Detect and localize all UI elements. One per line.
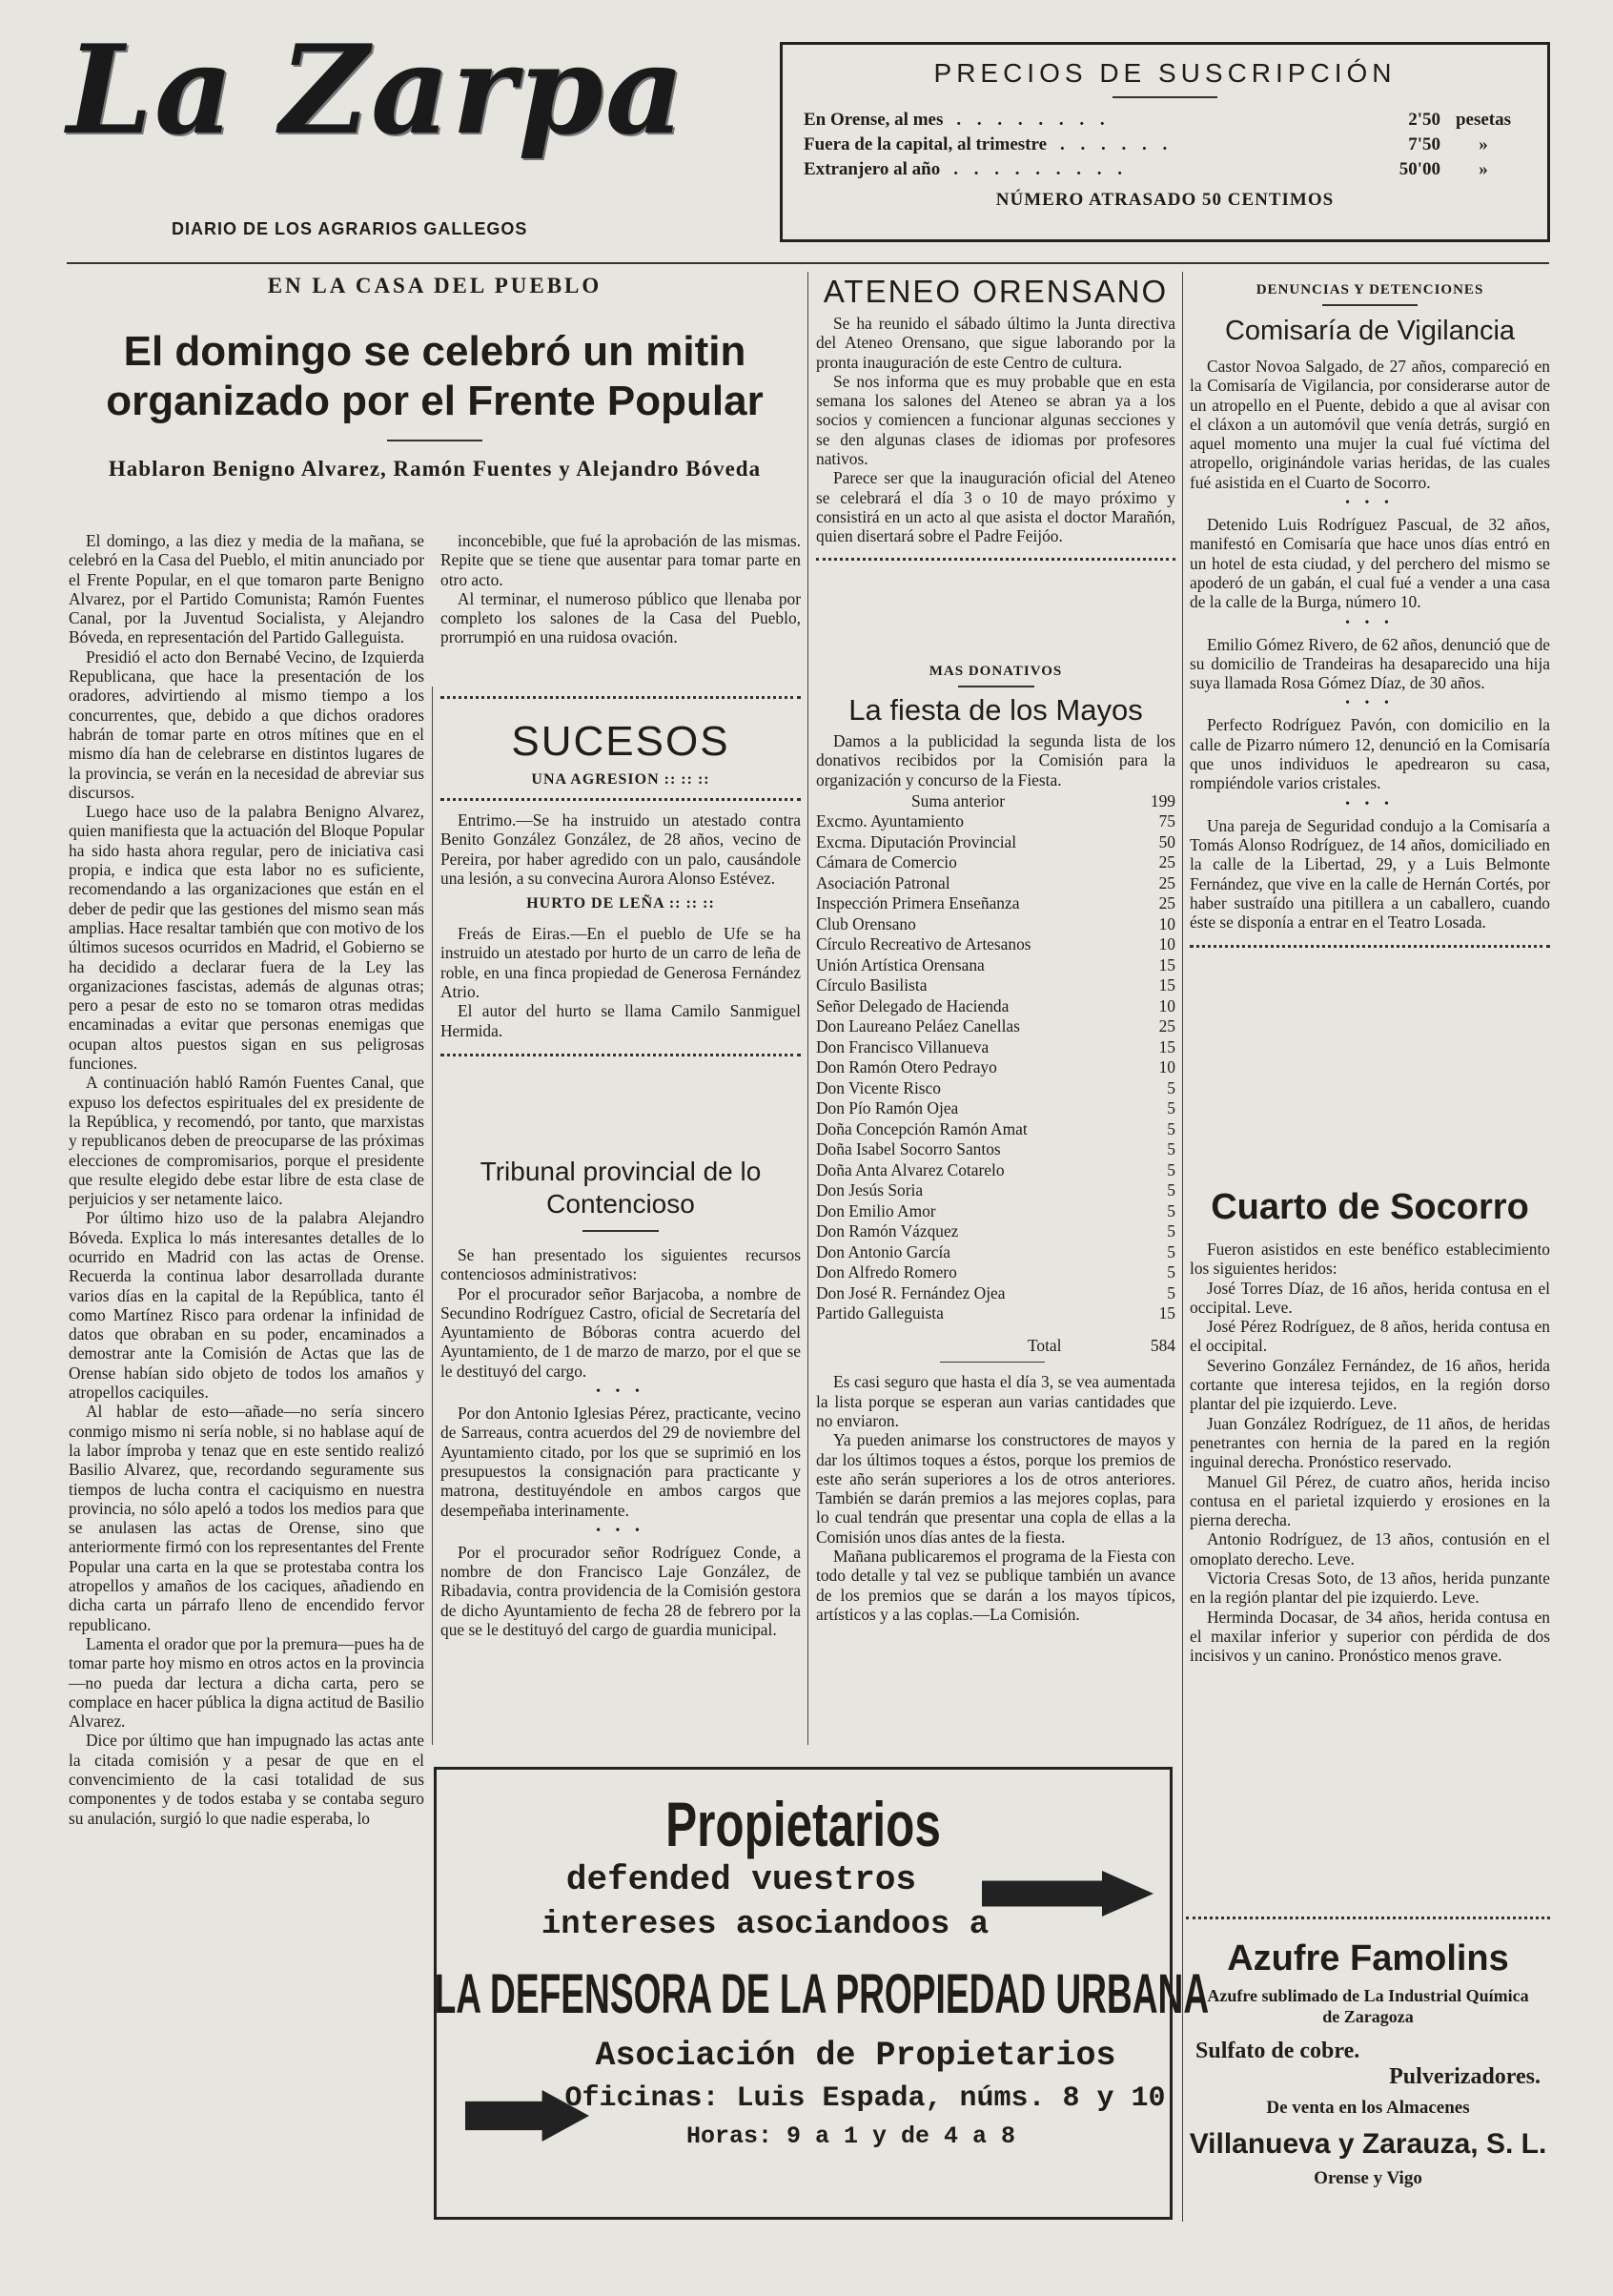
paragraph: Emilio Gómez Rivero, de 62 años, denunció que de su domicilio de Trandeiras ha desaparecido una hija suya llamada Rosa Gómez Díaz, de 30 años. xyxy=(1190,634,1550,693)
donor-amount: 5 xyxy=(1167,1077,1175,1097)
donor-name: Excmo. Ayuntamiento xyxy=(816,811,964,831)
donor-name: Don Francisco Villanueva xyxy=(816,1036,990,1056)
donor-amount: 25 xyxy=(1158,852,1175,872)
donor-row xyxy=(816,1037,1175,1058)
price-row xyxy=(804,157,1526,182)
azufre-line-3: Sulfato de cobre. xyxy=(1195,2039,1360,2063)
paragraph: El autor del hurto se llama Camilo Sanmiguel Hermida. xyxy=(440,1001,801,1040)
price-unit: » xyxy=(1479,159,1488,179)
price-value: 50'00 xyxy=(1399,159,1440,179)
donor-row xyxy=(816,1160,1175,1181)
paragraph: Severino González Fernández, de 16 años, herida cortante que interesa tejidos, en la región dorso plantar del pie izquierdo. Leve. xyxy=(1190,1355,1550,1414)
paragraph: Por don Antonio Iglesias Pérez, practicante, vecino de Sarreaus, contra acuerdos del 29 de noviembre del Ayuntamiento citado, por los que se suprimió en los presupuestos la consignación para practicante y matrona, destituyéndole en ambos cargos que desempeñaba interinamente. xyxy=(440,1404,801,1520)
donor-row xyxy=(816,873,1175,894)
paragraph: Por el procurador señor Rodríguez Conde, a nombre de don Francisco Laje González, de Ribadavia, contra providencia de la Comisión gestora de dicho Ayuntamiento de fecha 28 de febrero por la que se le destituyó del cargo de guardia municipal. xyxy=(440,1542,801,1640)
socorro-section xyxy=(1190,1187,1550,1666)
donor-row xyxy=(816,1262,1175,1283)
comisaria-kicker: DENUNCIAS Y DETENCIONES xyxy=(1256,282,1484,297)
donor-amount: 10 xyxy=(1158,934,1175,954)
donor-name: Círculo Recreativo de Artesanos xyxy=(816,934,1031,954)
donor-row xyxy=(816,975,1175,996)
price-row xyxy=(804,133,1526,157)
price-dots: . . . . . . . . xyxy=(956,110,1111,130)
paragraph: Castor Novoa Salgado, de 27 años, compareció en la Comisaría de Vigilancia, por considerarse autor de un atropello en el Puente, debido a que al avisar con el cláxon a un automóvil que venía detrás, surgió en aquel momento una mujer la cual fué víctima del atropello, originándole varias heridas, de las cuales fué asistida en el Cuarto de Socorro. xyxy=(1190,357,1550,492)
donor-amount: 5 xyxy=(1167,1180,1175,1200)
price-row xyxy=(804,108,1526,133)
donor-name: Don Pío Ramón Ojea xyxy=(816,1098,959,1118)
price-unit: » xyxy=(1479,134,1488,154)
donor-name: Círculo Basilista xyxy=(816,975,928,995)
paragraph: Luego hace uso de la palabra Benigno Alvarez, quien manifiesta que la actuación del Bloque Popular ha sido hasta ahora regular, pero de iniciativa casi propia, e indica que esta labor no es suficiente, recomendando a las organizaciones que están en el deber de pedir que las gestiones del mismo sean más amplias. Hace resaltar también que con motivo de los últimos sucesos ocurridos en Madrid, el Gobierno se ha decidido a declarar fuera de la Ley las organizaciones fascistas, además de algunas otras; pero a pesar de esto no se tomaron otras medidas encaminadas a evitar que personas enemigas que ocupan altos puestos sigan en sus peligrosas funciones. xyxy=(69,802,424,1074)
suma-row: Suma anterior 199 xyxy=(911,790,1175,810)
donor-row xyxy=(816,1119,1175,1140)
donor-row xyxy=(816,1098,1175,1119)
donor-amount: 15 xyxy=(1158,954,1175,974)
socorro-heading: Cuarto de Socorro xyxy=(1211,1187,1529,1227)
donor-row xyxy=(816,955,1175,976)
donor-name: Doña Isabel Socorro Santos xyxy=(816,1139,1001,1159)
paragraph: José Torres Díaz, de 16 años, herida contusa en el occipital. Leve. xyxy=(1190,1278,1550,1317)
ad-line-4: LA DEFENSORA DE LA PROPIEDAD URBANA xyxy=(434,1963,1210,2025)
donor-name: Don Emilio Amor xyxy=(816,1200,936,1220)
donor-amount: 5 xyxy=(1167,1139,1175,1159)
donor-name: Don Vicente Risco xyxy=(816,1077,941,1097)
price-value: 7'50 xyxy=(1408,134,1440,154)
price-label: Fuera de la capital, al trimestre xyxy=(804,134,1048,154)
donor-name: Doña Concepción Ramón Amat xyxy=(816,1118,1028,1138)
paragraph: Se han presentado los siguientes recursos contenciosos administrativos: xyxy=(440,1245,801,1284)
agresion-text: Entrimo.—Se ha instruido un atestado contra Benito González González, de 28 años, vecino de Pereira, por haber agredido con un palo, causándole una lesión, a su convecina Aurora Alonso Estévez. xyxy=(440,810,801,888)
separator: • • • xyxy=(1345,496,1395,511)
azufre-line-5: De venta en los Almacenes xyxy=(1266,2098,1470,2118)
paragraph: Juan González Rodríguez, de 11 años, de heridas penetrantes con hernia de la pared en la región inguinal derecha. Pronóstico reservado. xyxy=(1190,1413,1550,1472)
mayos-section xyxy=(816,658,1175,1624)
price-unit: pesetas xyxy=(1455,110,1512,130)
azufre-line-7: Orense y Vigo xyxy=(1314,2168,1422,2188)
donor-amount: 25 xyxy=(1158,872,1175,892)
donor-row xyxy=(816,1221,1175,1242)
donor-amount: 5 xyxy=(1167,1221,1175,1241)
donor-row xyxy=(816,1283,1175,1304)
article-headline: El domingo se celebró un mitin organizado por el Frente Popular xyxy=(106,328,764,424)
donor-amount: 5 xyxy=(1167,1098,1175,1118)
hurto-kicker: HURTO DE LEÑA :: :: :: xyxy=(526,895,715,912)
paragraph: Mañana publicaremos el programa de la Fiesta con todo detalle y tal vez se publique también un avance de los premios que se darán a los mayos típicos, artísticos y a las coplas.—La Comisión. xyxy=(816,1547,1175,1624)
donor-row xyxy=(816,832,1175,853)
tribunal-section xyxy=(440,1156,801,1639)
separator: • • • xyxy=(1345,796,1395,811)
separator: • • • xyxy=(596,1384,645,1400)
ad-line-5: Asociación de Propietarios xyxy=(595,2037,1116,2075)
price-label: Extranjero al año xyxy=(804,159,941,179)
ad-line-2: defended vuestros xyxy=(565,1860,917,1899)
comisaria-heading: Comisaría de Vigilancia xyxy=(1224,316,1516,346)
donor-name: Partido Galleguista xyxy=(816,1303,944,1323)
donor-name: Don Jesús Soria xyxy=(816,1180,924,1200)
ad-line-7: Horas: 9 a 1 y de 4 a 8 xyxy=(685,2122,1016,2150)
donor-row xyxy=(816,1016,1175,1037)
mayos-intro: Damos a la publicidad la segunda lista de los donativos recibidos por la Comisión para la organización y concurso de la Fiesta. xyxy=(816,731,1175,789)
separator: • • • xyxy=(1345,615,1395,630)
donor-amount: 25 xyxy=(1158,893,1175,913)
separator: • • • xyxy=(596,1523,645,1538)
paragraph: Ya pueden animarse los constructores de mayos y dar los últimos toques a éstos, porque los premios de este año serán superiores a los de otros anteriores. También se darán premios a las mejores coplas, para lo cual tendrán que presentar una copla de ellas a la Comisión unos días antes de la fiesta. xyxy=(816,1430,1175,1547)
donor-amount: 10 xyxy=(1158,995,1175,1015)
paragraph: Es casi seguro que hasta el día 3, se vea aumentada la lista porque se esperan aun varias cantidades que no enviaron. xyxy=(816,1372,1175,1430)
propietarios-ad xyxy=(434,1767,1210,2220)
donor-row xyxy=(816,1303,1175,1324)
price-value: 2'50 xyxy=(1408,110,1440,130)
back-issue-price: NÚMERO ATRASADO 50 CENTIMOS xyxy=(995,190,1335,210)
paragraph: Al terminar, el numeroso público que llenaba por completo los salones de la Casa del Pueblo, prorrumpió en una ruidosa ovación. xyxy=(440,588,801,647)
paragraph: Perfecto Rodríguez Pavón, con domicilio en la calle de Pizarro número 12, denunció en la Comisaría que unos individuos le apedrearon su casa, rompiéndole varios cristales. xyxy=(1190,715,1550,793)
paragraph: Manuel Gil Pérez, de cuatro años, herida inciso contusa en el parietal izquierdo y erosiones en la pierna derecha. xyxy=(1190,1471,1550,1530)
donor-name: Excma. Diputación Provincial xyxy=(816,831,1017,851)
donor-amount: 10 xyxy=(1158,913,1175,933)
sucesos-heading: SUCESOS xyxy=(511,718,730,765)
price-label: En Orense, al mes xyxy=(804,110,944,130)
paragraph: José Pérez Rodríguez, de 8 años, herida contusa en el occipital. xyxy=(1190,1317,1550,1356)
donor-amount: 50 xyxy=(1158,831,1175,851)
total-row: Total 584 xyxy=(1028,1335,1175,1355)
donor-amount: 5 xyxy=(1167,1118,1175,1138)
donor-amount: 5 xyxy=(1167,1241,1175,1261)
paragraph: El domingo, a las diez y media de la mañana, se celebró en la Casa del Pueblo, el mitin anunciado por el Frente Popular, en el que tomaron parte Benigno Alvarez, por el Partido Comunista; Ramón Fuentes Canal, por la Juventud Socialista, y Alejandro Bóveda, en representación del Partido Galleguista. xyxy=(69,531,424,647)
azufre-title: Azufre Famolins xyxy=(1227,1938,1509,1978)
donor-name: Don Antonio García xyxy=(816,1241,951,1261)
casa-article xyxy=(69,274,801,482)
article-subhead: Hablaron Benigno Alvarez, Ramón Fuentes y Alejandro Bóveda xyxy=(108,457,762,481)
price-list xyxy=(804,108,1526,182)
paragraph: Antonio Rodríguez, de 13 años, contusión en el omoplato derecho. Leve. xyxy=(1190,1529,1550,1568)
ad-line-6: Oficinas: Luis Espada, núms. 8 y 10 xyxy=(564,2082,1166,2115)
price-dots: . . . . . . . . . xyxy=(953,159,1128,179)
donor-amount: 75 xyxy=(1158,811,1175,831)
tribunal-heading: Tribunal provincial de lo Contencioso xyxy=(480,1157,762,1219)
mayos-heading: La fiesta de los Mayos xyxy=(848,693,1143,727)
azufre-line-4: Pulverizadores. xyxy=(1389,2064,1541,2089)
donor-row xyxy=(816,1139,1175,1160)
ateneo-section xyxy=(816,274,1175,568)
subscription-heading: PRECIOS DE SUSCRIPCIÓN xyxy=(933,58,1397,88)
donations-table xyxy=(816,791,1175,1357)
donor-amount: 10 xyxy=(1158,1057,1175,1077)
paragraph: A continuación habló Ramón Fuentes Canal, que expuso los defectos espirituales del ex presidente de la República, y recomendó, por tanto, que marxistas y republicanos deben de preocuparse de las próximas elecciones de compromisarios, porque el presidente que resulte elegido debe estar libre de esta clase de perjuicios y ser netamente laico. xyxy=(69,1073,424,1209)
azufre-line-6: Villanueva y Zarauza, S. L. xyxy=(1189,2128,1547,2160)
mayos-kicker: MAS DONATIVOS xyxy=(929,664,1063,679)
paragraph: Se nos informa que es muy probable que en esta semana los salones del Ateneo se abran ya a los socios y comiencen a funcionar algunas secciones y se den algunas clases de idiomas por profesores nativos. xyxy=(816,371,1175,469)
separator: • • • xyxy=(1345,696,1395,711)
donor-row xyxy=(816,811,1175,832)
donor-name: Club Orensano xyxy=(816,913,916,933)
paragraph: Fueron asistidos en este benéfico establecimiento los siguientes heridos: xyxy=(1190,1240,1550,1279)
paragraph: Presidió el acto don Bernabé Vecino, de Izquierda Republicana, que hace la presentación de los oradores, advirtiendo al mismo tiempo a los concurrentes, que, debido a que dichos oradores habrán de tomar parte en otros mítines que en el mismo día han de celebrarse en distintos lugares de la provincia, se verán en la necesidad de abreviar sus discursos. xyxy=(69,646,424,802)
donor-name: Señor Delegado de Hacienda xyxy=(816,995,1010,1015)
newspaper-title: La Zarpa xyxy=(67,19,686,162)
paragraph: Por el procurador señor Barjacoba, a nombre de Secundino Rodríguez Castro, oficial de Secretaría del Ayuntamiento de Bóboras contra acuerdo del Ayuntamiento, de 1 de marzo de marzo, por el que se le destituyó del cargo. xyxy=(440,1283,801,1381)
paragraph: Victoria Cresas Soto, de 13 años, herida punzante en la región plantar del pie izquierdo. Leve. xyxy=(1190,1568,1550,1608)
donor-row xyxy=(816,914,1175,935)
donor-row xyxy=(816,934,1175,955)
donor-amount: 15 xyxy=(1158,1036,1175,1056)
masthead-rule xyxy=(67,262,1549,264)
donor-amount: 5 xyxy=(1167,1282,1175,1302)
paragraph: Se ha reunido el sábado último la Junta directiva del Ateneo Orensano, que sigue laborando por la pronta inauguración de este Centro de cultura. xyxy=(816,314,1175,372)
donor-name: Unión Artística Orensana xyxy=(816,954,985,974)
paragraph: inconcebible, que fué la aprobación de las mismas. Repite que se tiene que ausentar para tomar parte en otro acto. xyxy=(440,531,801,589)
donor-row xyxy=(816,1180,1175,1201)
article-kicker: EN LA CASA DEL PUEBLO xyxy=(267,274,602,297)
donor-row xyxy=(816,852,1175,873)
donor-name: Don Alfredo Romero xyxy=(816,1262,957,1282)
paragraph: Al hablar de esto—añade—no sería sincero conmigo mismo ni sería noble, si no hablase aquí de la labor ímproba y tenaz que en este sentido realizó Basilio Alvarez, que, recordando seguramente sus tiempos de lucha contra el caciquismo en nuestra provincia, no sólo apeló a todos los medios para que se anulasen las actas de Orense, sino que anteriormente firmó con los representantes del Frente Popular una carta en la que se protestaba contra los atropellos y amaños de los caciques, añadiendo en dicha carta un párrafo lleno de encendido fervor republicano. xyxy=(69,1402,424,1634)
donor-name: Don José R. Fernández Ojea xyxy=(816,1282,1006,1302)
donor-row xyxy=(816,1201,1175,1222)
paragraph: Parece ser que la inauguración oficial del Ateneo se celebrará el día 3 o 10 de mayo próximo y consistirá en un acto al que asista el doctor Marañón, quien disertará sobre el Padre Feijóo. xyxy=(816,468,1175,546)
donor-row xyxy=(816,996,1175,1017)
donor-row xyxy=(816,893,1175,914)
casa-column-1 xyxy=(69,531,424,1828)
paragraph: Dice por último que han impugnado las actas ante la citada comisión y a pesar de que en el convencimiento de la casi totalidad de sus componentes y de todos estaba y se contaba seguro su anulación, surgió lo que nadie esperaba, lo xyxy=(69,1731,424,1828)
paragraph: Freás de Eiras.—En el pueblo de Ufe se ha instruido un atestado por hurto de un carro de leña de roble, en una finca propiedad de Generosa Fernández Atrio. xyxy=(440,924,801,1002)
donor-amount: 25 xyxy=(1158,1016,1175,1036)
donor-name: Don Ramón Otero Pedrayo xyxy=(816,1057,997,1077)
paragraph: Por último hizo uso de la palabra Alejandro Bóveda. Explica lo más interesantes detalles de lo ocurrido en Madrid con las actas de Orense. Recuerda la continua labor desarrollada durante varios días en la capital de la República, tanto él como Martínez Risco para ordenar la infinidad de datos que obraban en su poder, encaminados a demostrar ante la Comisión de Actas que las de Orense habían sido objeto de todos los amaños y atropellos caciquiles. xyxy=(69,1208,424,1403)
donor-name: Don Laureano Peláez Canellas xyxy=(816,1016,1020,1036)
azufre-line-2: Azufre sublimado de La Industrial Química de Zaragoza xyxy=(1207,1986,1529,2026)
donor-amount: 5 xyxy=(1167,1262,1175,1282)
donor-row xyxy=(816,1078,1175,1099)
sucesos-section xyxy=(440,688,801,1064)
price-dots: . . . . . . xyxy=(1060,134,1174,154)
newspaper-subtitle: DIARIO DE LOS AGRARIOS GALLEGOS xyxy=(172,219,528,238)
donor-row xyxy=(816,1242,1175,1263)
donor-name: Inspección Primera Enseñanza xyxy=(816,893,1020,913)
masthead xyxy=(67,19,715,248)
paragraph: Una pareja de Seguridad condujo a la Comisaría a Tomás Alonso Rodríguez, de 14 años, domiciliado en la calle de la Libertad, 29, y a Luis Belmonte Fernández, que vive en la calle de Hernán Cortés, por haber sustraído una pitillera a un caballero, cuando éste se disponía a entrar en el Teatro Losada. xyxy=(1190,815,1550,933)
ad-line-3: intereses asociandoos a xyxy=(541,1907,990,1943)
donor-amount: 5 xyxy=(1167,1200,1175,1220)
donor-name: Don Ramón Vázquez xyxy=(816,1221,959,1241)
ateneo-heading: ATENEO ORENSANO xyxy=(823,274,1169,309)
donor-amount: 5 xyxy=(1167,1159,1175,1179)
agresion-kicker: UNA AGRESION :: :: :: xyxy=(531,771,710,788)
donor-name: Asociación Patronal xyxy=(816,872,950,892)
azufre-ad xyxy=(1186,1917,1550,2222)
donor-amount: 15 xyxy=(1158,1303,1175,1323)
paragraph: Lamenta el orador que por la premura—pues ha de tomar parte hoy mismo en otros actos en la provincia—no pueda dar lectura a dicha carta, pero se complace en hacer pública la digna actitud de Basilio Alvarez. xyxy=(69,1633,424,1732)
comisaria-section xyxy=(1190,277,1550,955)
donor-name: Doña Anta Alvarez Cotarelo xyxy=(816,1159,1005,1179)
ad-title: Propietarios xyxy=(665,1789,941,1859)
donor-amount: 15 xyxy=(1158,975,1175,995)
donor-name: Cámara de Comercio xyxy=(816,852,957,872)
paragraph: Herminda Docasar, de 34 años, herida contusa en el maxilar inferior y superior con pérdida de dos incisivos y un canino. Pronóstico menos grave. xyxy=(1190,1607,1550,1666)
paragraph: Detenido Luis Rodríguez Pascual, de 32 años, manifestó en Comisaría que hace unos días entró en un hotel de esta ciudad, y del perchero del mismo se apoderó de un gabán, el cual fué a vender a una casa de la calle de la Burga, número 10. xyxy=(1190,515,1550,612)
casa-column-2 xyxy=(440,531,801,647)
donor-row xyxy=(816,1057,1175,1078)
subscription-box xyxy=(780,42,1550,242)
